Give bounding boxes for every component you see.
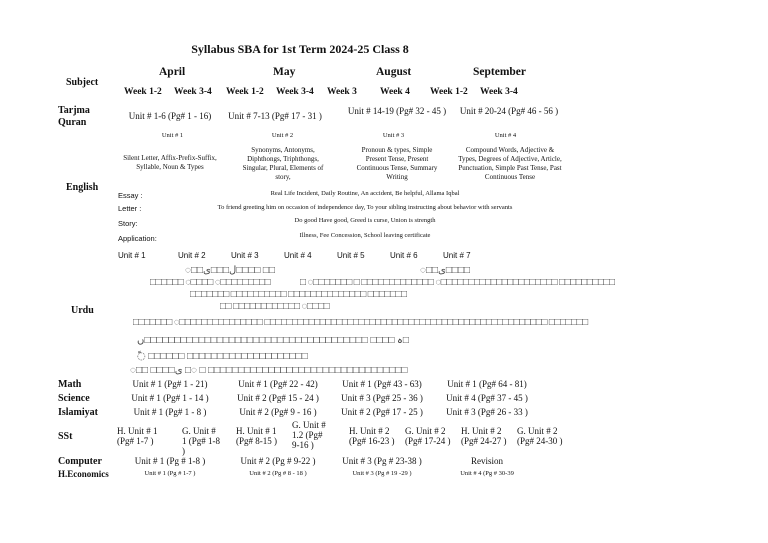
subject-computer: Computer	[58, 456, 102, 467]
sst-cell: H. Unit # 2 (Pg# 16-23 )	[349, 426, 395, 446]
essay-text: Real Life Incident, Daily Routine, An accident, Be helpful, Allama Iqbal	[270, 190, 460, 197]
urdu-unit: Unit # 6	[390, 251, 418, 260]
urdu-text-line: ◌ً □□□□□□ □□□□□□□□□□□□□□□□□□□□	[137, 351, 308, 362]
subject-quran: Quran	[58, 117, 87, 128]
subject-urdu: Urdu	[71, 305, 94, 316]
urdu-text-line: □ ◌□□□□□□□ □ □□□□□□□□□□□□□ ◌□□□□□□□□□□□□□□□□□□□□□ □□□□□□□□□□	[300, 277, 615, 288]
english-unit: Unit # 1	[161, 132, 184, 139]
urdu-unit: Unit # 3	[231, 251, 259, 260]
week-label: Week 1-2	[430, 87, 468, 97]
sst-cell: G. Unit # 2 (Pg# 17-24 )	[405, 426, 451, 446]
math-cell: Unit # 1 (Pg# 22 - 42)	[238, 379, 318, 389]
science-cell: Unit # 4 (Pg# 37 - 45 )	[446, 393, 528, 403]
urdu-unit: Unit # 1	[118, 251, 146, 260]
tarjma-cell: Unit # 7-13 (Pg# 17 - 31 )	[228, 111, 322, 121]
math-cell: Unit # 1 (Pg# 64 - 81)	[447, 379, 527, 389]
heconomics-cell: Unit # 1 (Pg # 1-7 )	[144, 470, 196, 477]
sst-cell: G. Unit # 1 (Pg# 1-8 )	[182, 426, 220, 456]
month-august: August	[376, 66, 412, 78]
urdu-text-line: □□ □□□□□□□□□□□□ ◌□□□□	[220, 301, 330, 312]
heconomics-cell: Unit # 3 (Pg # 19 -29 )	[352, 470, 412, 477]
heconomics-cell: Unit # 2 (Pg # 8 - 18 )	[249, 470, 307, 477]
subject-math: Math	[58, 379, 82, 390]
story-label: Story:	[118, 219, 138, 228]
page-title: Syllabus SBA for 1st Term 2024-25 Class 8	[191, 42, 409, 56]
application-text: Illness, Fee Concession, School leaving certificate	[299, 232, 431, 239]
computer-cell: Unit # 3 (Pg # 23-38 )	[342, 456, 422, 466]
sst-cell: G. Unit # 2 (Pg# 24-30 )	[517, 426, 563, 446]
week-label: Week 4	[380, 87, 410, 97]
urdu-unit: Unit # 5	[337, 251, 365, 260]
heconomics-cell: Unit # 4 (Pg # 30-39	[460, 470, 514, 477]
science-cell: Unit # 3 (Pg# 25 - 36 )	[341, 393, 423, 403]
urdu-text-line: □□□□□□□ ◌□□□□□□□□□□□□□□□ □□□□□□□□□□□□□□□□□□□□□□□□□□□□□□□□□□□□□□□□□□□□□□□□□□□ □□□□□□□	[133, 317, 588, 328]
month-april: April	[159, 66, 186, 78]
english-unit: Unit # 2	[271, 132, 294, 139]
subject-english: English	[66, 182, 99, 193]
urdu-text-line: ہ □□□□ □□□□□□□□□□□□□□□□□□□□□□□□□□□□□□□□□□□□□ں□	[137, 335, 409, 346]
sst-cell: H. Unit # 1 (Pg# 8-15 )	[236, 426, 277, 446]
urdu-unit: Unit # 2	[178, 251, 206, 260]
sst-cell: H. Unit # 1 (Pg# 1-7 )	[117, 426, 158, 446]
english-topics: Compound Words, Adjective & Types, Degrees of Adjective, Article, Punctuation, Simple Past Tense, Past Continuous Tense	[458, 146, 562, 181]
week-label: Week 1-2	[226, 87, 264, 97]
math-cell: Unit # 1 (Pg# 1 - 21)	[132, 379, 208, 389]
week-label: Week 3	[327, 87, 357, 97]
urdu-text-line: □□□□□□□ □□□□□□□□□□ □□□□□□□□□□□□□□ □□□□□□□	[190, 289, 407, 300]
islamiyat-cell: Unit # 2 (Pg# 9 - 16 )	[239, 407, 317, 417]
urdu-text-line: ◌□□ل□□□ی□□□□ □□	[185, 265, 275, 276]
sst-cell: G. Unit # 1.2 (Pg# 9-16 )	[292, 420, 326, 450]
subject-islamiyat: Islamiyat	[58, 407, 98, 418]
week-label: Week 3-4	[174, 87, 212, 97]
letter-text: To friend greeting him on occasion of independence day, To your sibling instructing about behavior with servants	[217, 204, 513, 211]
science-cell: Unit # 1 (Pg# 1 - 14 )	[131, 393, 209, 403]
week-label: Week 1-2	[124, 87, 162, 97]
english-unit: Unit # 3	[382, 132, 405, 139]
sst-cell: H. Unit # 2 (Pg# 24-27 )	[461, 426, 507, 446]
islamiyat-cell: Unit # 2 (Pg# 17 - 25 )	[341, 407, 423, 417]
english-unit: Unit # 4	[494, 132, 517, 139]
tarjma-cell: Unit # 1-6 (Pg# 1 - 16)	[128, 111, 212, 121]
essay-label: Essay :	[118, 191, 143, 200]
week-label: Week 3-4	[276, 87, 314, 97]
urdu-text-line: ◌□□ی□□□□	[420, 265, 471, 276]
science-cell: Unit # 2 (Pg# 15 - 24 )	[237, 393, 319, 403]
subject-heconomics: H.Economics	[58, 469, 109, 479]
computer-cell: Revision	[470, 456, 503, 466]
story-text: Do good Have good, Greed is curse, Union is strength	[294, 217, 436, 224]
urdu-unit: Unit # 7	[443, 251, 471, 260]
urdu-text-line: □□□□□□ ◌□□□□ ◌□□□□□□□□□	[150, 277, 271, 288]
urdu-unit: Unit # 4	[284, 251, 312, 260]
english-topics: Pronoun & types, Simple Present Tense, Present Continuous Tense, Summary Writing	[356, 146, 438, 181]
math-cell: Unit # 1 (Pg# 43 - 63)	[342, 379, 422, 389]
islamiyat-cell: Unit # 3 (Pg# 26 - 33 )	[446, 407, 528, 417]
computer-cell: Unit # 1 (Pg # 1-8 )	[134, 456, 206, 466]
subject-science: Science	[58, 393, 90, 404]
english-topics: Synonyms, Antonyms, Diphthongs, Triphthongs, Singular, Plural, Elements of story,	[242, 146, 324, 181]
tarjma-cell: Unit # 14-19 (Pg# 32 - 45 )	[347, 106, 447, 116]
letter-label: Letter :	[118, 204, 142, 213]
subject-header: Subject	[66, 77, 99, 88]
subject-sst: SSt	[58, 431, 73, 442]
week-label: Week 3-4	[480, 87, 518, 97]
month-may: May	[273, 66, 296, 78]
tarjma-cell: Unit # 20-24 (Pg# 46 - 56 )	[459, 106, 559, 116]
urdu-text-line: ◌□□ □□□□ى □◌ □ □□□□□□□□□□□□□□□□□□□□□□□□□□□□□□□□□	[130, 365, 408, 376]
subject-tarjma: Tarjma	[58, 105, 90, 116]
computer-cell: Unit # 2 (Pg # 9-22 )	[240, 456, 316, 466]
english-topics: Silent Letter, Affix-Prefix-Suffix, Syllable, Noun & Types	[123, 154, 217, 171]
islamiyat-cell: Unit # 1 (Pg# 1 - 8 )	[133, 407, 207, 417]
application-label: Application:	[118, 234, 157, 243]
month-september: September	[473, 66, 527, 78]
